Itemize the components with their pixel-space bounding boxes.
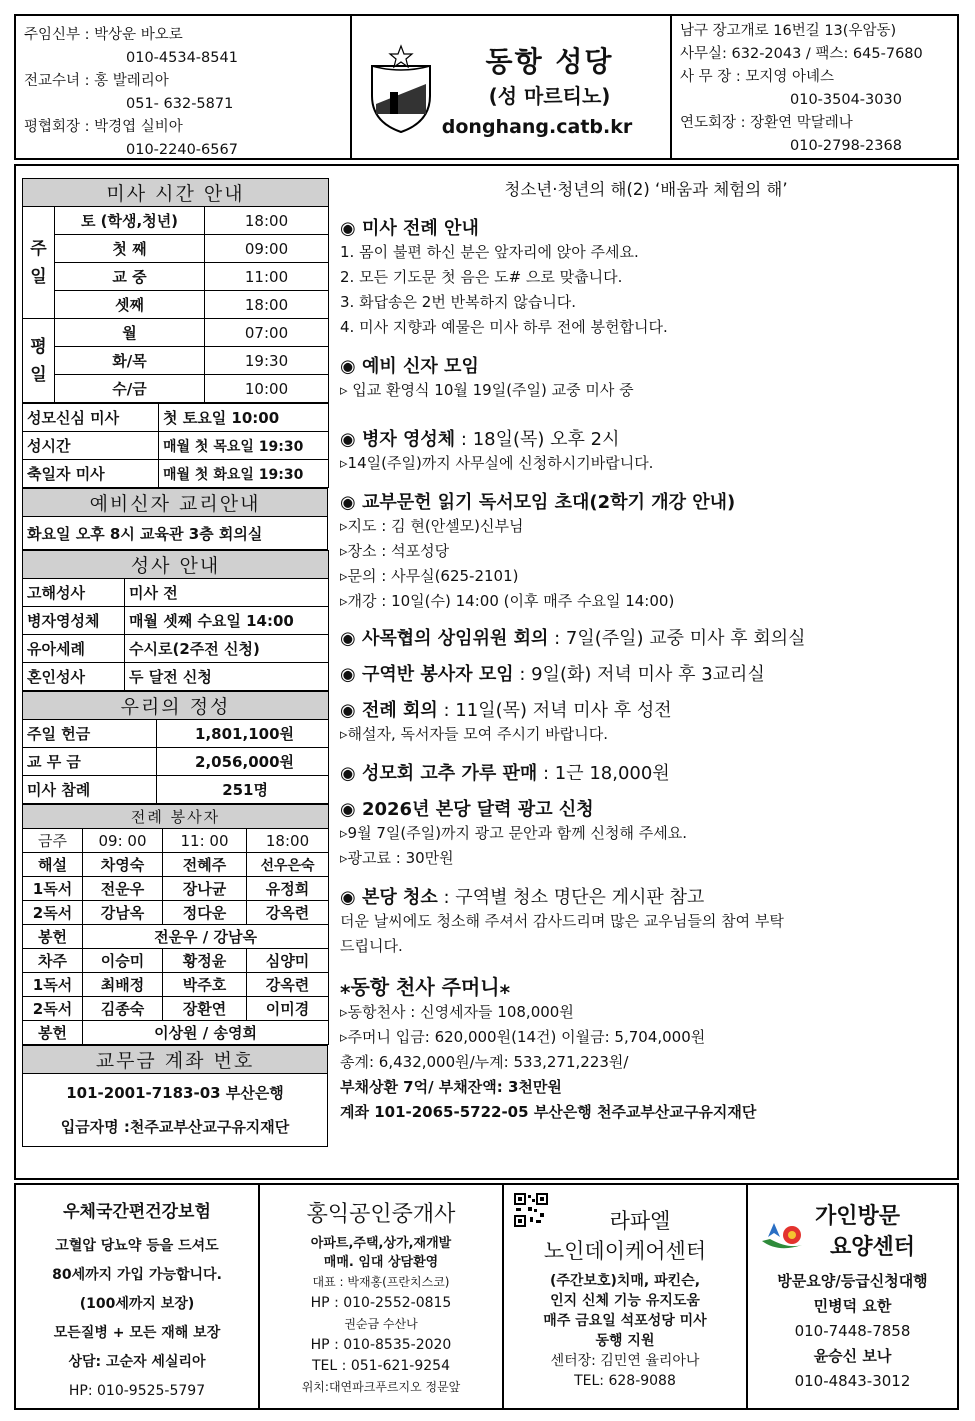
- mass-name: 셋째: [55, 291, 205, 319]
- nun-label: 전교수녀 :: [24, 73, 90, 89]
- servers-head: 18:00: [247, 829, 329, 853]
- calendar-ad-heading: ◉ 2026년 본당 달력 광고 신청: [340, 799, 594, 820]
- ad-line: 센터장: 김민연 율리아나: [550, 1353, 700, 1369]
- ad-line: 윤승신 보나: [813, 1347, 892, 1365]
- server-name: 박주호: [163, 973, 247, 997]
- district-meeting-detail: : 9일(화) 저녁 미사 후 3교리실: [513, 664, 765, 685]
- ad-line: 위치:대연파크푸르지오 정문앞: [301, 1380, 461, 1394]
- server-name: 강옥련: [247, 901, 329, 925]
- account-details: [23, 1074, 328, 1147]
- ad-line: 고혈압 당뇨약 등을 드셔도: [55, 1238, 219, 1254]
- server-name: 김종숙: [83, 997, 163, 1021]
- clergy-info: [16, 16, 352, 158]
- server-role: 봉헌: [23, 925, 83, 949]
- pepper-sale-title: ◉ 성모회 고추 가루 판매: [340, 763, 538, 784]
- special-mass-time: 첫 토요일 10:00: [159, 404, 329, 432]
- sacrament-value: 수시로(2주전 신청): [125, 635, 329, 663]
- ad-line: 아파트,주택,상가,재개발: [310, 1236, 452, 1251]
- ad-title: 라파엘: [609, 1209, 671, 1233]
- nun-name: 홍 발레리아: [94, 73, 169, 89]
- ad-home-care-center: [748, 1185, 957, 1408]
- church-address: 남구 장고개로 16번길 13(우암동): [680, 23, 897, 39]
- pepper-sale-heading: [340, 759, 952, 785]
- server-role: 해설: [23, 853, 83, 877]
- mass-time: 11:00: [205, 263, 329, 291]
- ysc-label: 연도회장 :: [680, 115, 746, 131]
- care-center-logo-icon: [758, 1219, 808, 1255]
- servers-head: 09: 00: [83, 829, 163, 853]
- ad-line: 상담: 고순자 세실리아: [68, 1354, 206, 1370]
- calendar-ad-item: ▹9월 7일(주일)까지 광고 문안과 함께 신청해 주세요.: [340, 824, 688, 842]
- church-name: 동항 성당: [485, 45, 614, 78]
- cleaning-heading: [340, 883, 952, 909]
- server-role: 차주: [23, 949, 83, 973]
- ysc-phone: 010-2798-2368: [790, 138, 902, 154]
- special-mass-name: 성시간: [23, 432, 159, 460]
- offering-name: 주일 헌금: [23, 720, 157, 748]
- server-role: 1독서: [23, 877, 83, 901]
- ad-line: 모든질병 + 모든 재해 보장: [53, 1325, 221, 1341]
- liturgy-guide-item: 1. 몸이 불편 하신 분은 앞자리에 앉아 주세요.: [340, 243, 639, 261]
- mass-time: 18:00: [205, 207, 329, 235]
- sacrament-name: 혼인성사: [23, 663, 125, 691]
- mass-time: 07:00: [205, 319, 329, 347]
- reading-group-heading: ◉ 교부문헌 읽기 독서모임 초대(2학기 개강 안내): [340, 492, 736, 513]
- weekday-label: 평일: [23, 319, 55, 403]
- office-info: [672, 16, 957, 158]
- qr-code-icon: [514, 1193, 548, 1227]
- ad-line: (주간보호)치매, 파킨슨,: [549, 1273, 701, 1289]
- catechumen-meeting-heading: ◉ 예비 신자 모임: [340, 356, 479, 377]
- mass-name: 교 중: [55, 263, 205, 291]
- office-phone-fax: 사무실: 632-2043 / 팩스: 645-7680: [680, 46, 923, 62]
- offering-name: 교 무 금: [23, 748, 157, 776]
- ad-phone: HP : 010-8535-2020: [310, 1337, 452, 1353]
- ad-daycare-center: [504, 1185, 748, 1408]
- catechumen-title: 예비신자 교리안내: [23, 489, 328, 517]
- angel-pocket-heading: ⁎동항 천사 주머니⁎: [340, 975, 511, 999]
- offering-name: 미사 참례: [23, 776, 157, 804]
- liturgy-meeting-heading: [340, 696, 952, 722]
- sick-communion-date: : 18일(목) 오후 2시: [455, 429, 620, 450]
- server-name: 장환연: [163, 997, 247, 1021]
- ad-line: 방문요양/등급신청대행: [777, 1272, 928, 1290]
- left-info-column: [22, 178, 328, 1147]
- sacrament-value: 매월 셋째 수요일 14:00: [125, 607, 329, 635]
- servers-head: 금주: [23, 829, 83, 853]
- angel-pocket-item: ▹동항천사 : 신영세자들 108,000원: [340, 1003, 574, 1021]
- ad-title: 홍익공인중개사: [306, 1202, 456, 1227]
- liturgy-guide-heading: ◉ 미사 전례 안내: [340, 218, 479, 239]
- ad-line: 매매. 임대 상담환영: [323, 1255, 439, 1270]
- offering-table: [22, 691, 329, 804]
- server-name: 선우은숙: [247, 853, 329, 877]
- ad-title: 요양센터: [829, 1235, 915, 1260]
- liturgy-guide-item: 3. 화답송은 2번 반복하지 않습니다.: [340, 293, 577, 311]
- district-meeting-heading: [340, 660, 952, 686]
- account-number: 101-2001-7183-03 부산은행: [66, 1084, 284, 1102]
- council-phone: 010-2240-6567: [126, 142, 238, 158]
- ad-title: 노인데이케어센터: [543, 1239, 707, 1263]
- church-title-box: [352, 16, 672, 158]
- mass-schedule-table: [22, 178, 329, 403]
- pepper-sale-price: : 1근 18,000원: [537, 763, 670, 784]
- mass-time: 19:30: [205, 347, 329, 375]
- ad-line: 대표 : 박재홍(프란치스코): [312, 1275, 450, 1289]
- liturgy-meeting-text: ▹해설자, 독서자들 모여 주시기 바랍니다.: [340, 725, 608, 743]
- sacrament-title: 성사 안내: [23, 551, 329, 579]
- debt-account: 계좌 101-2065-5722-05 부산은행 천주교부산교구유지재단: [340, 1103, 757, 1121]
- sacrament-name: 고해성사: [23, 579, 125, 607]
- servers-head: 11: 00: [163, 829, 247, 853]
- special-mass-name: 축일자 미사: [23, 460, 159, 488]
- council-meeting-title: ◉ 사목협의 상임위원 회의: [340, 628, 549, 649]
- council-meeting-detail: : 7일(주일) 교중 미사 후 회의실: [548, 628, 806, 649]
- ad-title: 우체국간편건강보험: [63, 1202, 211, 1222]
- ad-phone: 010-7448-7858: [794, 1322, 911, 1340]
- ad-postal-insurance: [16, 1185, 260, 1408]
- special-mass-table: [22, 403, 329, 488]
- announcements-column: [340, 172, 952, 1125]
- council-name: 박경엽 실비아: [94, 119, 183, 135]
- pastor-phone: 010-4534-8541: [126, 50, 238, 66]
- ad-line: (100세까지 보장): [79, 1296, 195, 1312]
- catechumen-table: [22, 488, 328, 550]
- sacrament-value: 두 달전 신청: [125, 663, 329, 691]
- mass-time: 18:00: [205, 291, 329, 319]
- sick-communion-text: ▹14일(주일)까지 사무실에 신청하시기바랍니다.: [340, 454, 654, 472]
- liturgy-meeting-title: ◉ 전례 회의: [340, 700, 438, 721]
- server-name: 전운우: [83, 877, 163, 901]
- offering-value: 2,056,000원: [157, 748, 329, 776]
- sacrament-name: 유아세례: [23, 635, 125, 663]
- cleaning-text: 더운 날씨에도 청소해 주셔서 감사드리며 많은 교우님들의 참여 부탁: [340, 912, 784, 930]
- ad-real-estate: [260, 1185, 504, 1408]
- bulletin-header: [14, 14, 959, 160]
- server-role: 봉헌: [23, 1021, 83, 1045]
- liturgy-meeting-detail: : 11일(목) 저녁 미사 후 성전: [437, 700, 672, 721]
- special-mass-time: 매월 첫 목요일 19:30: [159, 432, 329, 460]
- liturgy-servers-table: [22, 804, 329, 1045]
- server-role: 2독서: [23, 901, 83, 925]
- sick-communion-heading: [340, 425, 952, 451]
- ad-line: 권순금 수산나: [344, 1317, 418, 1331]
- offertory-servers: 전운우 / 강남옥: [83, 925, 329, 949]
- liturgy-guide-item: 4. 미사 지향과 예물은 미사 하루 전에 봉헌합니다.: [340, 318, 668, 336]
- church-website[interactable]: donghang.catb.kr: [441, 116, 633, 138]
- ad-line: 매주 금요일 석포성당 미사: [543, 1313, 707, 1329]
- server-name: 강옥련: [247, 973, 329, 997]
- ad-line: 민병덕 요한: [813, 1297, 892, 1315]
- reading-group-item: ▹지도 : 김 현(안셀모)신부님: [340, 517, 524, 535]
- sick-communion-title: ◉ 병자 영성체: [340, 429, 456, 450]
- sunday-label: 주일: [23, 207, 55, 319]
- ad-phone: HP: 010-9525-5797: [68, 1383, 206, 1399]
- manager-name: 모지영 아녜스: [745, 69, 834, 85]
- mass-name: 화/목: [55, 347, 205, 375]
- account-table: [22, 1045, 328, 1147]
- ad-line: 동행 지원: [595, 1333, 655, 1349]
- mass-name: 월: [55, 319, 205, 347]
- angel-pocket-total: 총계: 6,432,000원/누계: 533,271,223원/: [340, 1053, 629, 1071]
- sacrament-table: [22, 550, 329, 691]
- server-name: 장나균: [163, 877, 247, 901]
- special-mass-name: 성모신심 미사: [23, 404, 159, 432]
- server-name: 강남옥: [83, 901, 163, 925]
- offertory-servers: 이상원 / 송영희: [83, 1021, 329, 1045]
- pastor-label: 주임신부 :: [24, 27, 90, 43]
- reading-group-item: ▹장소 : 석포성당: [340, 542, 450, 560]
- ysc-name: 장환연 막달레나: [750, 115, 853, 131]
- servers-title: 전례 봉사자: [23, 805, 329, 829]
- account-holder: 입금자명 :천주교부산교구유지재단: [60, 1118, 290, 1136]
- offering-title: 우리의 정성: [23, 692, 329, 720]
- ad-phone: 010-4843-3012: [794, 1372, 911, 1390]
- account-title: 교무금 계좌 번호: [23, 1046, 328, 1074]
- year-theme-title: 청소년·청년의 해(2) ‘배움과 체험의 해’: [504, 180, 788, 199]
- cleaning-detail: : 구역별 청소 명단은 게시판 참고: [437, 887, 705, 908]
- mass-time: 10:00: [205, 375, 329, 403]
- ad-line: 80세까지 가입 가능합니다.: [52, 1267, 222, 1283]
- manager-phone: 010-3504-3030: [790, 92, 902, 108]
- server-name: 유정희: [247, 877, 329, 901]
- reading-group-item: ▹문의 : 사무실(625-2101): [340, 567, 519, 585]
- catechumen-meeting-text: ▹ 입교 환영식 10월 19일(주일) 교중 미사 중: [340, 381, 634, 399]
- server-name: 황정윤: [163, 949, 247, 973]
- district-meeting-title: ◉ 구역반 봉사자 모임: [340, 664, 514, 685]
- ad-line: 인지 신체 기능 유지도움: [550, 1293, 700, 1309]
- server-name: 심양미: [247, 949, 329, 973]
- server-role: 2독서: [23, 997, 83, 1021]
- server-name: 정다운: [163, 901, 247, 925]
- ad-phone: HP : 010-2552-0815: [310, 1295, 452, 1311]
- mass-name: 첫 째: [55, 235, 205, 263]
- cleaning-title: ◉ 본당 청소: [340, 887, 438, 908]
- server-name: 차영숙: [83, 853, 163, 877]
- manager-label: 사 무 장 :: [680, 69, 741, 85]
- sponsor-ads: [14, 1183, 959, 1410]
- sacrament-name: 병자영성체: [23, 607, 125, 635]
- mass-name: 토 (학생,청년): [55, 207, 205, 235]
- sacrament-value: 미사 전: [125, 579, 329, 607]
- liturgy-guide-item: 2. 모든 기도문 첫 음은 도# 으로 맞춥니다.: [340, 268, 623, 286]
- offering-value: 1,801,100원: [157, 720, 329, 748]
- reading-group-item: ▹개강 : 10일(수) 14:00 (이후 매주 수요일 14:00): [340, 592, 675, 610]
- ad-phone: TEL : 051-621-9254: [312, 1358, 450, 1374]
- council-label: 평협회장 :: [24, 119, 90, 135]
- mass-schedule-title: 미사 시간 안내: [23, 179, 329, 207]
- debt-status: 부채상환 7억/ 부채잔액: 3천만원: [340, 1078, 562, 1096]
- server-name: 최배정: [83, 973, 163, 997]
- cleaning-text: 드립니다.: [340, 937, 403, 955]
- mass-name: 수/금: [55, 375, 205, 403]
- angel-pocket-item: ▹주머니 입금: 620,000원(14건) 이월금: 5,704,000원: [340, 1028, 706, 1046]
- catechumen-text: 화요일 오후 8시 교육관 3층 회의실: [23, 517, 328, 550]
- server-name: 전혜주: [163, 853, 247, 877]
- nun-phone: 051- 632-5871: [126, 96, 234, 112]
- mass-time: 09:00: [205, 235, 329, 263]
- church-patron: (성 마르티노): [488, 84, 611, 108]
- ad-title: 가인방문: [814, 1204, 900, 1229]
- ad-phone: TEL: 628-9088: [574, 1373, 676, 1389]
- server-name: 이승미: [83, 949, 163, 973]
- server-role: 1독서: [23, 973, 83, 997]
- council-meeting-heading: [340, 624, 952, 650]
- pastor-name: 박상운 바오로: [94, 27, 183, 43]
- offering-value: 251명: [157, 776, 329, 804]
- server-name: 이미경: [247, 997, 329, 1021]
- calendar-ad-item: ▹광고료 : 30만원: [340, 849, 454, 867]
- special-mass-time: 매월 첫 화요일 19:30: [159, 460, 329, 488]
